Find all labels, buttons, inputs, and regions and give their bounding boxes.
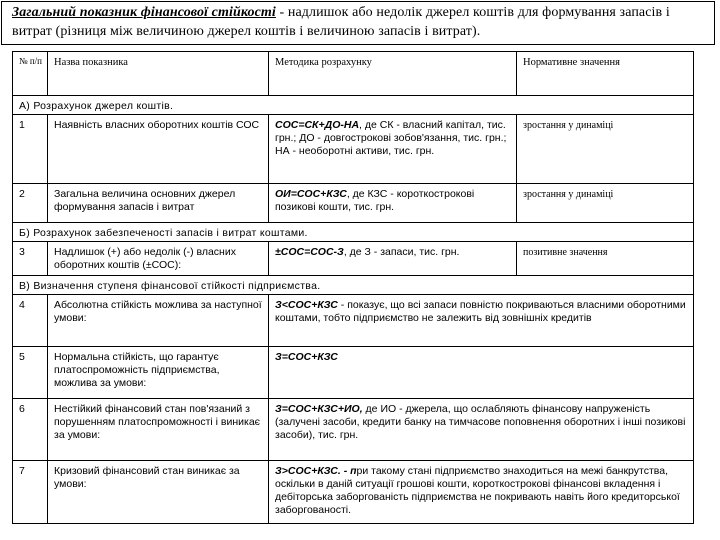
row-number: 7 <box>13 461 48 524</box>
condition-formula <box>269 295 694 347</box>
indicator-name: Надлишок (+) або недолік (-) власних оборотних коштів (±СОС): <box>48 242 269 276</box>
condition-name: Нормальна стійкість, що гарантує платоспроможність підприємства, можлива за умови: <box>48 347 269 399</box>
header-lead-term: Загальний показник фінансової стійкості <box>12 5 276 20</box>
indicator-name: Загальна величина основних джерел формування запасів і витрат <box>48 184 269 223</box>
formula-explanation: - показує, що всі запаси повністю покриваються власними оборотними коштами, тобто підприємство не залежить від зовнішніх кредитів <box>275 299 686 324</box>
section-row-a <box>13 96 694 115</box>
formula-explanation: , де З - запаси, тис. грн. <box>343 246 460 258</box>
formula-explanation: де ИО - джерела, що ослабляють фінансову напруженість (залучені засоби, кредити банку на тимчасове поповнення оборотних і інші позикові засоби), тис. грн. <box>275 403 686 441</box>
row-number: 2 <box>13 184 48 223</box>
normative-value: позитивне значення <box>517 242 694 276</box>
col-header-norm: Нормативне значення <box>517 52 694 96</box>
formula-explanation: , де СК - власний капітал, тис. грн.; ДО - довгострокові зобов'язання, тис. грн.; НА - необоротні активи, тис. грн. <box>275 119 507 157</box>
row-number: 5 <box>13 347 48 399</box>
row-number: 3 <box>13 242 48 276</box>
table-row <box>13 242 694 276</box>
condition-name: Кризовий фінансовий стан виникає за умови: <box>48 461 269 524</box>
formula: З>СОС+КЗС. - п <box>275 465 357 477</box>
row-number: 6 <box>13 399 48 461</box>
section-title-a: А) Розрахунок джерел коштів. <box>13 96 694 115</box>
table-row <box>13 184 694 223</box>
col-header-number: № п/п <box>13 52 48 96</box>
indicator-name: Наявність власних оборотних коштів СОС <box>48 115 269 184</box>
section-row-c <box>13 276 694 295</box>
section-row-b <box>13 223 694 242</box>
calculation-method <box>269 184 517 223</box>
section-title-b: Б) Розрахунок забезпеченості запасів і витрат коштами. <box>13 223 694 242</box>
formula: З<СОС+КЗС <box>275 299 338 311</box>
table-row <box>13 461 694 524</box>
formula: З=СОС+КЗС <box>275 351 338 363</box>
table-row <box>13 347 694 399</box>
header-definition-text: - надлишок або недолік джерел коштів для формування запасів і витрат (різниця між величиною джерел коштів і величиною запасів і витрат). <box>12 5 670 39</box>
table-header-row <box>13 52 694 96</box>
condition-name: Абсолютна стійкість можлива за наступної умови: <box>48 295 269 347</box>
calculation-method <box>269 242 517 276</box>
page-header-paragraph <box>1 1 715 45</box>
condition-formula <box>269 399 694 461</box>
table-row <box>13 399 694 461</box>
row-number: 4 <box>13 295 48 347</box>
condition-formula <box>269 347 694 399</box>
financial-stability-table <box>12 51 694 524</box>
col-header-method: Методика розрахунку <box>269 52 517 96</box>
col-header-name: Назва показника <box>48 52 269 96</box>
formula-explanation: ри такому стані підприємство знаходиться на межі банкрутства, оскільки в даній ситуації грошові кошти, короткострокові фінансові вкладення і дебіторська заборгованість підприємства не покривають навіть його кредиторської заборгованості. <box>275 465 680 516</box>
formula: ОИ=СОС+КЗС <box>275 188 347 200</box>
normative-value: зростання у динаміці <box>517 184 694 223</box>
condition-name: Нестійкий фінансовий стан пов'язаний з порушенням платоспроможності і виникає за умови: <box>48 399 269 461</box>
formula-explanation: , де КЗС - короткострокові позикові кошти, тис. грн. <box>275 188 475 213</box>
calculation-method <box>269 115 517 184</box>
row-number: 1 <box>13 115 48 184</box>
formula: З=СОС+КЗС+ИО, <box>275 403 363 415</box>
table-row <box>13 295 694 347</box>
formula: СОС=СК+ДО-НА <box>275 119 360 131</box>
formula: ±СОС=СОС-З <box>275 246 344 258</box>
normative-value: зростання у динаміці <box>517 115 694 184</box>
table-row <box>13 115 694 184</box>
section-title-c: В) Визначення ступеня фінансової стійкості підприємства. <box>13 276 694 295</box>
condition-formula <box>269 461 694 524</box>
